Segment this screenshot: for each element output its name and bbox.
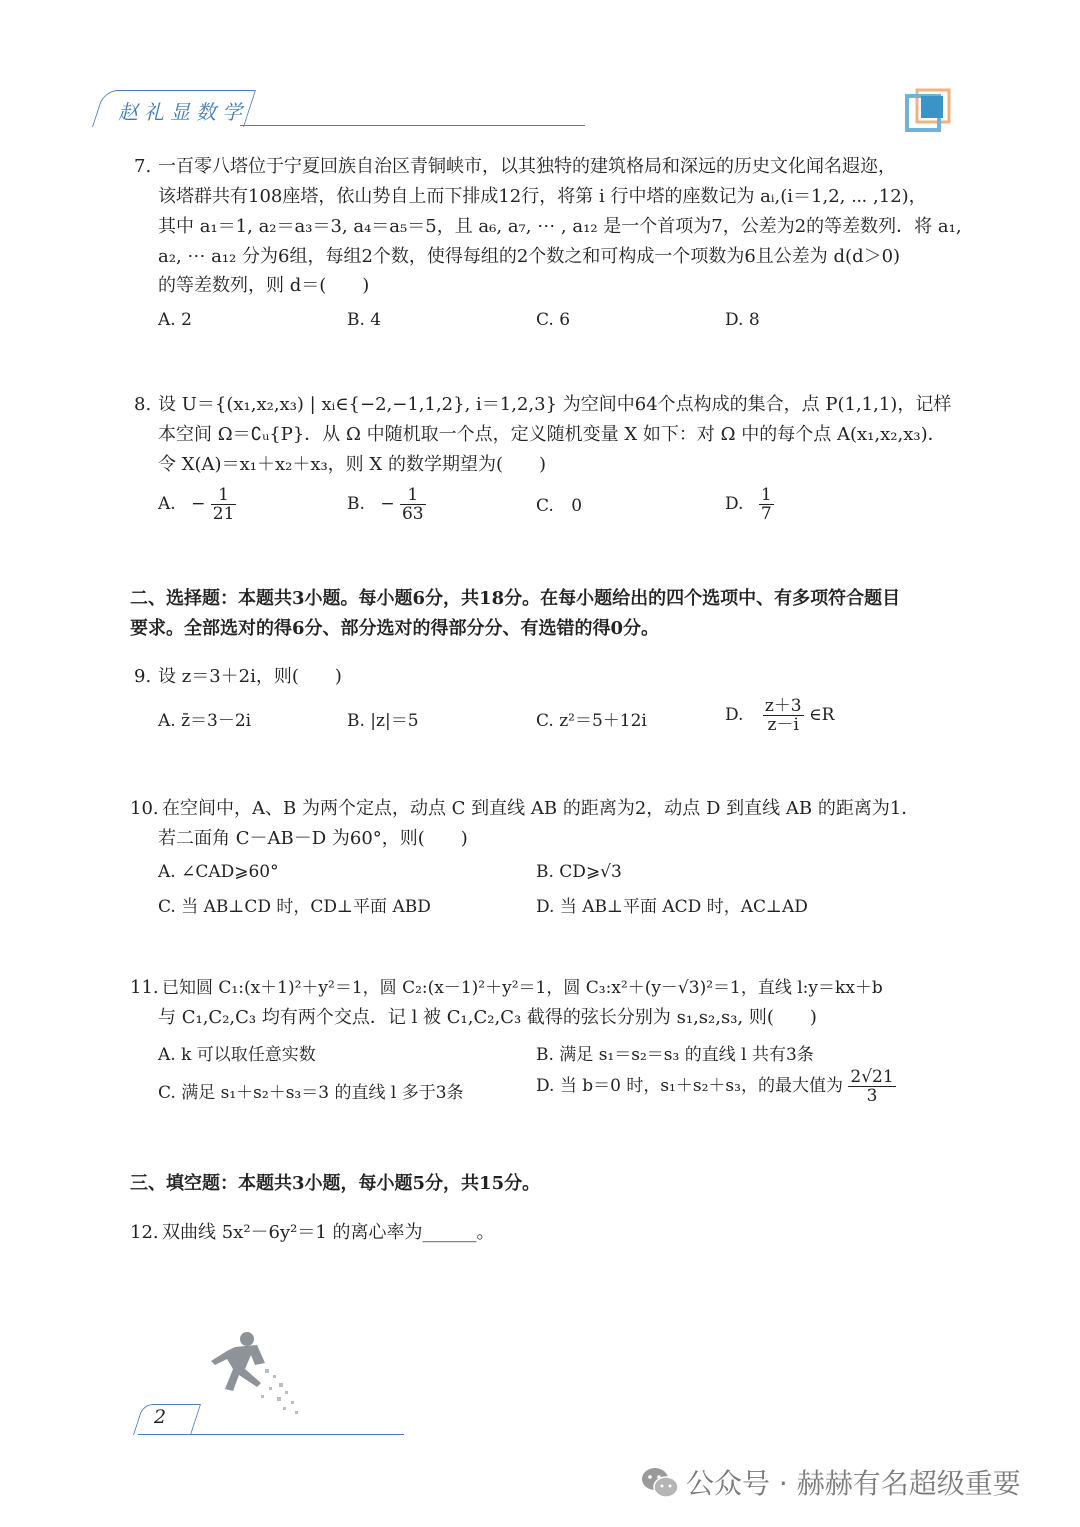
option-b: [347, 486, 426, 523]
fraction: [848, 1068, 895, 1105]
corner-logo-icon: [905, 88, 951, 132]
fraction-denominator: 3: [848, 1086, 895, 1105]
header-rule: [240, 125, 585, 126]
fraction: [400, 486, 426, 523]
option-d: [725, 486, 774, 523]
question-number: 11.: [130, 977, 159, 998]
fraction-denominator: 63: [401, 504, 424, 524]
option-b: B. |z|＝5: [347, 711, 419, 731]
question-number: 8.: [134, 394, 152, 415]
question-line: 令 X(A)＝x₁＋x₂＋x₃，则 X 的数学期望为( ): [158, 454, 546, 475]
option-a: A. ∠CAD⩾60°: [158, 862, 279, 882]
option-d: [725, 697, 834, 734]
section-heading: 三、填空题：本题共3小题，每小题5分，共15分。: [130, 1173, 541, 1194]
question-number: 9.: [134, 666, 152, 687]
fraction-numerator: 1: [760, 485, 772, 505]
footer-rule: [138, 1434, 198, 1435]
question-line: 设 U＝{(x₁,x₂,x₃) | xᵢ∈{−2,−1,1,2}, i＝1,2,3} 为空间中64个点构成的集合，点 P(1,1,1)，记样: [158, 394, 952, 415]
option-sign: −: [380, 494, 395, 514]
option-value: 0: [571, 496, 583, 516]
footer-rule: [194, 1434, 404, 1435]
option-a: A. 2: [158, 310, 192, 330]
option-c: C. z²＝5＋12i: [536, 711, 647, 731]
option-d: D. 8: [725, 310, 760, 330]
brand-title: 赵礼显数学: [118, 100, 248, 124]
option-label: A.: [158, 494, 176, 514]
fraction-denominator: 7: [760, 504, 772, 524]
question-line: 该塔群共有108座塔，依山势自上而下排成12行，将第 i 行中塔的座数记为 aᵢ,(i＝1,2, ⋯ ,12)，: [158, 186, 927, 207]
option-a: A. k 可以取任意实数: [158, 1045, 316, 1065]
question-line: 本空间 Ω＝∁ᵤ{P}．从 Ω 中随机取一个点，定义随机变量 X 如下：对 Ω 中的每个点 A(x₁,x₂,x₃)．: [158, 424, 946, 445]
option-label: C.: [536, 496, 554, 516]
option-c: C. 当 AB⊥CD 时，CD⊥平面 ABD: [158, 897, 431, 917]
option-a: A. z̄＝3－2i: [158, 711, 252, 731]
fraction-numerator: 1: [218, 485, 229, 505]
question-line: 其中 a₁＝1, a₂＝a₃＝3, a₄＝a₅＝5，且 a₆, a₇, ⋯ , a₁₂ 是一个首项为7，公差为2的等差数列．将 a₁,: [158, 216, 962, 237]
wechat-icon: [640, 1465, 680, 1501]
question-line: 若二面角 C－AB－D 为60°，则( ): [158, 828, 468, 849]
fraction: [759, 486, 774, 523]
option-b: B. 满足 s₁＝s₂＝s₃ 的直线 l 共有3条: [536, 1045, 814, 1065]
question-line: 在空间中，A、B 为两个定点，动点 C 到直线 AB 的距离为2，动点 D 到直线 AB 的距离为1．: [162, 798, 920, 819]
fraction-numerator: 2√21: [850, 1067, 894, 1087]
question-line: 已知圆 C₁:(x＋1)²＋y²＝1，圆 C₂:(x－1)²＋y²＝1，圆 C₃:x²＋(y－√3)²＝1，直线 l:y＝kx＋b: [162, 978, 883, 998]
fraction-numerator: 1: [407, 485, 419, 505]
option-c: [536, 496, 582, 516]
option-tail: ∈R: [809, 705, 835, 725]
question-line: 的等差数列，则 d＝( ): [158, 275, 370, 296]
option-label: D.: [725, 705, 744, 725]
watermark-text: 公众号 · 赫赫有名超级重要: [686, 1467, 1021, 1500]
question-line: 一百零八塔位于宁夏回族自治区青铜峡市，以其独特的建筑格局和深远的历史文化闻名遐迩，: [158, 156, 896, 177]
option-sign: −: [191, 494, 206, 514]
fraction-numerator: z＋3: [764, 696, 802, 716]
fraction: [763, 697, 804, 734]
option-b: B. CD⩾√3: [536, 862, 622, 882]
question-line: 双曲线 5x²－6y²＝1 的离心率为______。: [162, 1222, 495, 1243]
option-label: B.: [347, 494, 365, 514]
fraction-denominator: z－i: [763, 715, 804, 734]
question-line: a₂, ⋯ a₁₂ 分为6组，每组2个数，使得每组的2个数之和可构成一个项数为6且公差为 d(d＞0): [158, 246, 901, 267]
question-line: 与 C₁,C₂,C₃ 均有两个交点．记 l 被 C₁,C₂,C₃ 截得的弦长分别为 s₁,s₂,s₃, 则( ): [158, 1007, 817, 1028]
option-d: [536, 1068, 896, 1105]
section-heading: 要求。全部选对的得6分、部分选对的得部分分、有选错的得0分。: [130, 618, 660, 639]
page-number-tab: [133, 1404, 201, 1435]
question-number: 10.: [130, 798, 159, 819]
option-label: D.: [725, 494, 744, 514]
page-number: 2: [154, 1406, 167, 1428]
question-line: 设 z＝3＋2i，则( ): [158, 666, 342, 687]
option-b: B. 4: [347, 310, 382, 330]
option-d: D. 当 AB⊥平面 ACD 时，AC⊥AD: [536, 897, 808, 917]
option-text: D. 当 b＝0 时，s₁＋s₂＋s₃，的最大值为: [536, 1076, 843, 1096]
question-number: 7.: [134, 156, 152, 177]
section-heading: 二、选择题：本题共3小题。每小题6分，共18分。在每小题给出的四个选项中、有多项符合题目: [130, 588, 901, 609]
option-c: C. 满足 s₁＋s₂＋s₃＝3 的直线 l 多于3条: [158, 1083, 464, 1103]
runner-illustration-icon: [195, 1325, 310, 1420]
option-a: [158, 486, 236, 523]
fraction-denominator: 21: [212, 504, 235, 524]
question-number: 12.: [130, 1222, 159, 1243]
option-c: C. 6: [536, 310, 571, 330]
fraction: [211, 486, 237, 523]
